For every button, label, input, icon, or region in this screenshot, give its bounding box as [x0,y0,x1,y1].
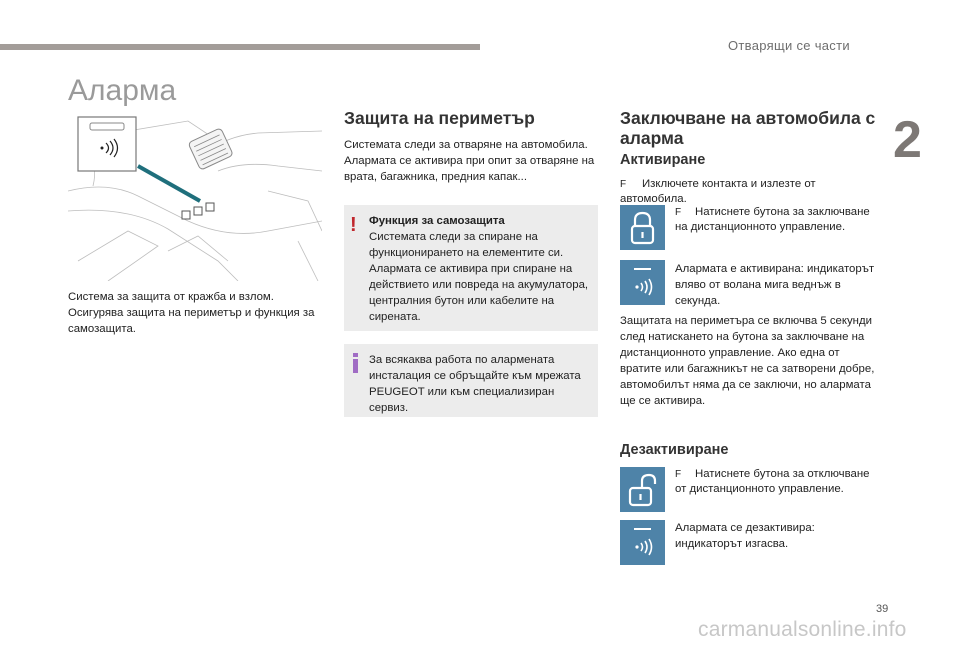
watermark: carmanualsonline.info [698,618,907,641]
perimeter-body: Системата следи за отваряне на автомобила. Алармата се активира при опит за отваряне на врата, багажника, предния капак... [344,139,595,183]
step-exit-vehicle [620,177,850,206]
warning-text [369,213,591,325]
bullet-marker: F [675,469,682,480]
warning-title: Функция за самозащита [369,215,505,227]
padlock-closed-icon [620,205,665,250]
alarm-deactivated-text: Алармата се дезактивира: индикаторът изгасва. [675,522,815,550]
bullet-marker: F [620,179,627,190]
step-exit-text: Изключете контакта и излезте от автомобила. [620,178,816,205]
warning-body: Системата следи за спиране на функционирането на елементите си. Алармата се активира при спиране на действието или повреда на акумулатора, централния бутон или кабелите на сирената. [369,231,589,323]
locking-heading: Заключване на автомобила с аларма [620,108,876,148]
step-press-lock [675,205,875,234]
deactivation-heading: Дезактивиране [620,442,729,458]
header-bar [0,44,480,50]
page-number: 39 [876,603,889,615]
step-press-unlock-text: Натиснете бутона за отключване от дистанционното управление. [675,468,870,495]
perimeter-heading: Защита на периметър [344,108,535,128]
warning-icon: ! [350,214,357,236]
step-press-lock-text: Натиснете бутона за заключване на дистанционното управление. [675,206,870,233]
warning-box [344,205,598,331]
dashboard-illustration [68,111,322,281]
alarm-indicator-icon [620,260,665,305]
alarm-indicator-icon [620,520,665,565]
bullet-marker: F [675,207,682,218]
chapter-number: 2 [893,111,922,169]
alarm-activated-text: Алармата е активирана: индикаторът вляво от волана мига веднъж в секунда. [675,263,875,307]
alarm-delay-text: Защитата на периметъра се включва 5 секунди след натискането на бутона за заключване на дистанционното управление. Ако една от вратите или багажникът не са затворени добре, автомобилът няма да се заключи, но алармата ще се активира. [620,315,875,407]
section-title: Отварящи се части [728,38,850,53]
info-text: За всякаква работа по алармената инсталация се обръщайте към мрежата PEUGEOT или към специализиран сервиз. [369,354,581,414]
step-press-unlock [675,467,875,496]
info-icon [351,353,360,373]
info-box [344,344,598,417]
page-title: Аларма [68,74,177,107]
padlock-open-icon [620,467,665,512]
figure-caption: Система за защита от кражба и взлом. Осигурява защита на периметър и функция за самозащита. [68,291,315,335]
activation-heading: Активиране [620,152,706,168]
